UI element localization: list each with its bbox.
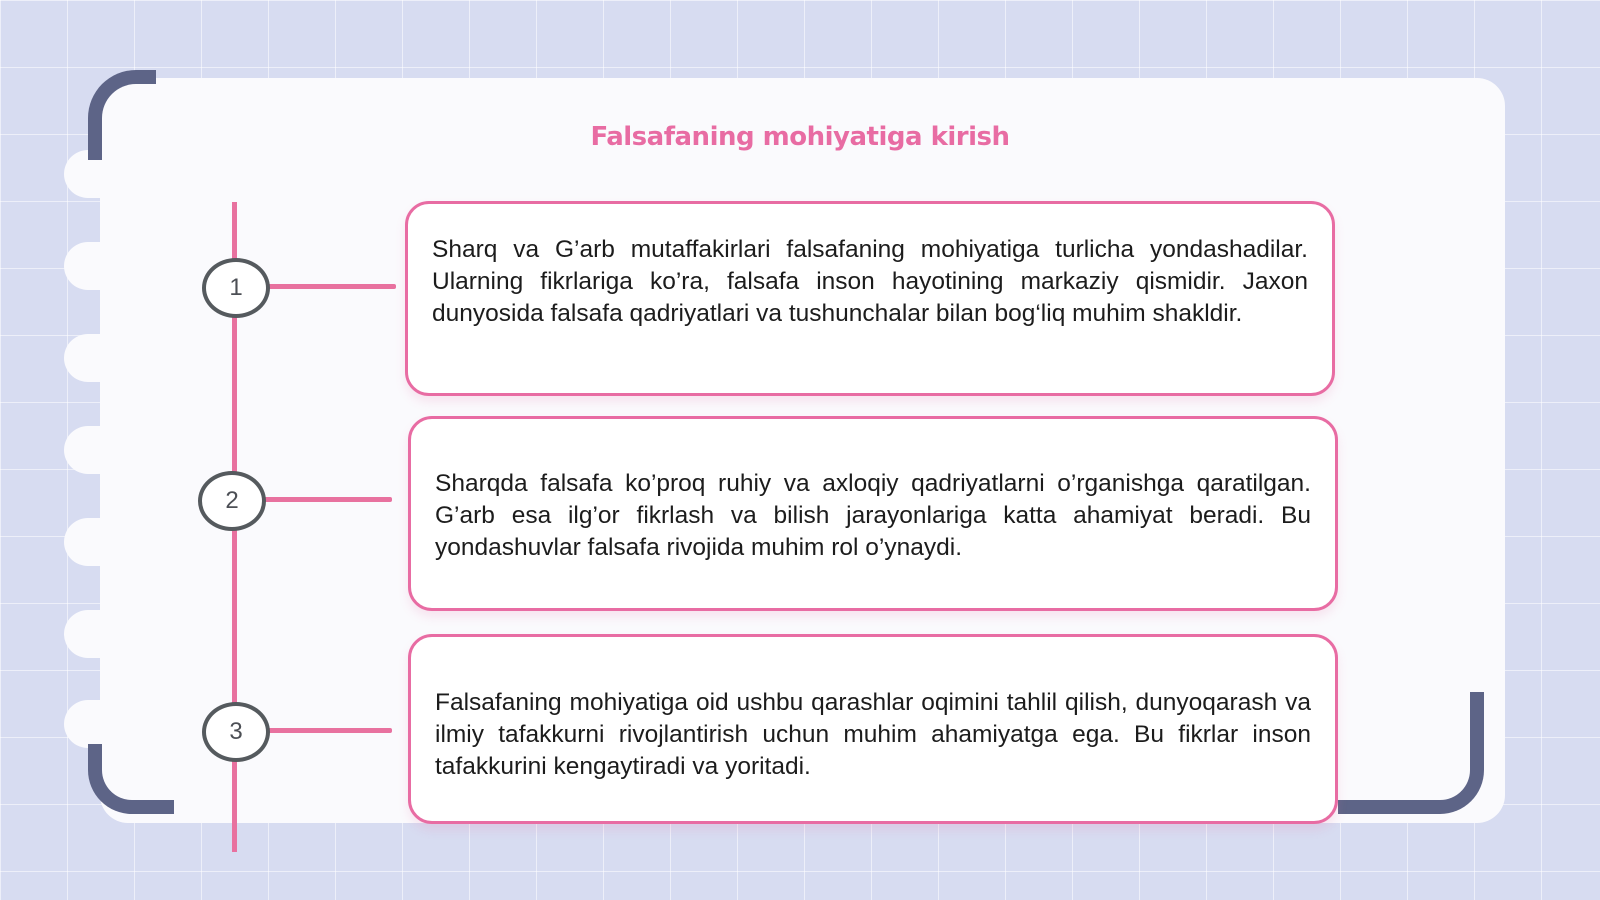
step-badge-3 xyxy=(202,702,270,762)
card-text: Falsafaning mohiyatiga oid ushbu qarashlar oqimini tahlil qilish, dunyoqarash va ilmiy tafakkurni rivojlantirish uchun muhim ahamiyatga ega. Bu fikrlar inson tafakkurini kengaytiradi va yoritadi. xyxy=(435,689,1311,780)
step-badge-1 xyxy=(202,258,270,318)
paper-scallop xyxy=(64,518,124,566)
corner-bracket-bottom-right xyxy=(1338,692,1484,814)
info-card-2 xyxy=(408,416,1338,611)
timeline-connector xyxy=(268,284,396,289)
card-text: Sharq va G’arb mutaffakirlari falsafaning mohiyatiga turlicha yondashadilar. Ularning fikrlariga ko’ra, falsafa inson hayotining markaziy qismidir. Jaxon dunyosida falsafa qadriyatlari va tushunchalar bilan bog‘liq muhim shakldir. xyxy=(432,236,1308,327)
paper-scallop xyxy=(64,426,124,474)
info-card-3 xyxy=(408,634,1338,824)
timeline-connector xyxy=(268,728,392,733)
paper-scallop xyxy=(64,610,124,658)
paper-scallop xyxy=(64,700,124,748)
step-number: 3 xyxy=(229,718,243,745)
slide-title: Falsafaning mohiyatiga kirish xyxy=(590,122,1010,152)
paper-scallop xyxy=(64,242,124,290)
card-text: Sharqda falsafa ko’proq ruhiy va axloqiy qadriyatlarni o’rganishga qaratilgan. G’arb esa ilg’or fikrlash va bilish jarayonlariga katta ahamiyat beradi. Bu yondashuvlar falsafa rivojida muhim rol o’ynaydi. xyxy=(435,470,1311,561)
timeline-connector xyxy=(264,497,392,502)
info-card-1 xyxy=(405,201,1335,396)
paper-scallop xyxy=(64,334,124,382)
step-badge-2 xyxy=(198,471,266,531)
step-number: 1 xyxy=(229,274,243,301)
step-number: 2 xyxy=(225,487,239,514)
